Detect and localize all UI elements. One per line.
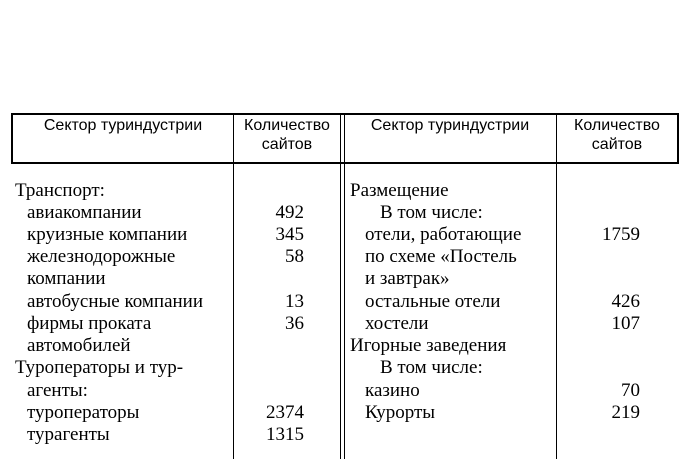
- header-sector-right: Сектор туриндустрии: [370, 117, 530, 134]
- column-divider-3: [344, 113, 345, 459]
- right-row-value: 70: [621, 380, 640, 401]
- right-row-label: Курорты: [365, 402, 436, 423]
- right-row-label: Размещение: [350, 180, 449, 201]
- left-row-label: железнодорожные: [27, 246, 176, 267]
- left-row-label: туроператоры: [27, 402, 140, 423]
- column-divider-2: [340, 113, 341, 459]
- right-row-label: казино: [365, 380, 420, 401]
- column-divider-4: [556, 113, 557, 459]
- left-row-value: 345: [275, 224, 304, 245]
- left-row-label: Туроператоры и тур-: [15, 357, 184, 378]
- right-row-value: 1759: [602, 224, 640, 245]
- right-row-label: хостели: [365, 313, 429, 334]
- left-row-label: агенты:: [27, 380, 88, 401]
- right-row-label: Игорные заведения: [350, 335, 507, 356]
- left-row-value: 492: [275, 202, 304, 223]
- header-count-left: Количество сайтов: [244, 117, 330, 153]
- column-divider-1: [233, 113, 234, 459]
- left-row-value: 2374: [266, 402, 304, 423]
- left-row-value: 36: [285, 313, 304, 334]
- right-row-label: по схеме «Постель: [365, 246, 517, 267]
- left-row-label: автомобилей: [27, 335, 131, 356]
- right-row-label: В том числе:: [380, 357, 483, 378]
- left-row-label: компании: [27, 268, 106, 289]
- left-row-label: автобусные компании: [27, 291, 204, 312]
- right-row-label: отели, работающие: [365, 224, 522, 245]
- header-count-right: Количество сайтов: [574, 117, 660, 153]
- right-row-label: В том числе:: [380, 202, 483, 223]
- left-row-label: турагенты: [27, 424, 110, 445]
- table-top-rule: [11, 113, 679, 115]
- left-table-border: [11, 113, 13, 164]
- header-bottom-rule: [11, 162, 679, 164]
- left-row-value: 13: [285, 291, 304, 312]
- right-table-border: [677, 113, 679, 164]
- left-row-label: Транспорт:: [15, 180, 105, 201]
- right-row-value: 107: [611, 313, 640, 334]
- left-row-value: 58: [285, 246, 304, 267]
- header-sector-left: Сектор туриндустрии: [43, 117, 203, 134]
- left-row-label: круизные компании: [27, 224, 188, 245]
- left-row-label: фирмы проката: [27, 313, 152, 334]
- left-row-label: авиакомпании: [27, 202, 142, 223]
- right-row-value: 219: [611, 402, 640, 423]
- right-row-value: 426: [611, 291, 640, 312]
- left-row-value: 1315: [266, 424, 304, 445]
- right-row-label: остальные отели: [365, 291, 501, 312]
- right-row-label: и завтрак»: [365, 268, 450, 289]
